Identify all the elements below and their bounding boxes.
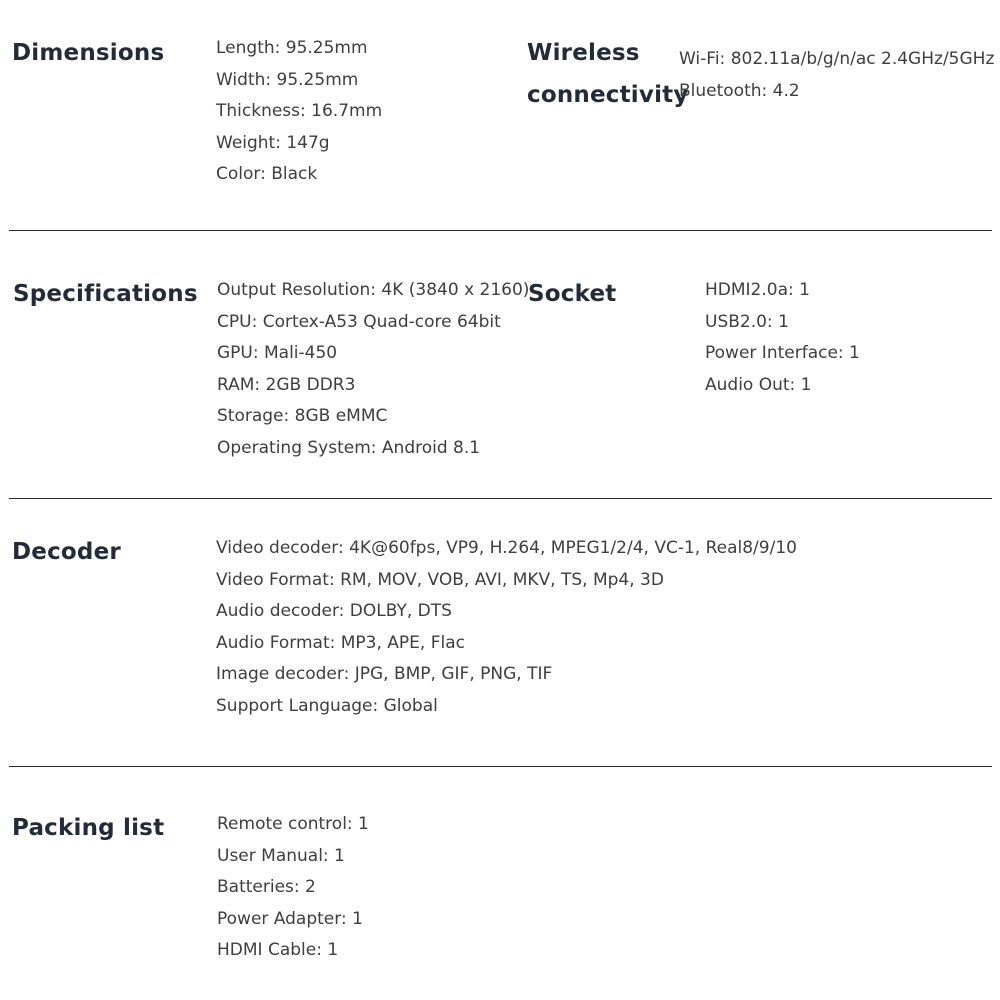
list-item: CPU: Cortex-A53 Quad-core 64bit <box>217 311 501 332</box>
list-item: User Manual: 1 <box>217 845 345 866</box>
decoder-list <box>216 533 797 723</box>
list-item: Length: 95.25mm <box>216 38 368 58</box>
list-item: Audio decoder: DOLBY, DTS <box>216 601 452 622</box>
socket-list <box>705 275 860 401</box>
specifications-heading: Specifications <box>13 281 198 307</box>
list-item: HDMI Cable: 1 <box>217 940 339 961</box>
section-divider <box>9 766 992 767</box>
list-item: Support Language: Global <box>216 695 438 716</box>
section-divider <box>9 230 992 231</box>
socket-heading: Socket <box>528 281 617 307</box>
list-item: Weight: 147g <box>216 132 330 153</box>
list-item: Output Resolution: 4K (3840 x 2160) <box>217 280 530 300</box>
dimensions-heading: Dimensions <box>12 40 165 66</box>
list-item: USB2.0: 1 <box>705 311 789 332</box>
list-item: Power Adapter: 1 <box>217 908 363 929</box>
list-item: Batteries: 2 <box>217 877 316 898</box>
list-item: Video decoder: 4K@60fps, VP9, H.264, MPEG1/2/4, VC-1, Real8/9/10 <box>216 538 797 558</box>
specifications-list <box>217 275 529 465</box>
wireless-heading <box>527 32 689 116</box>
list-item: Wi-Fi: 802.11a/b/g/n/ac 2.4GHz/5GHz <box>679 49 995 69</box>
wireless-heading-line2: connectivity <box>527 82 689 108</box>
list-item: Thickness: 16.7mm <box>216 101 383 122</box>
list-item: Operating System: Android 8.1 <box>217 437 481 458</box>
list-item: HDMI2.0a: 1 <box>705 280 810 300</box>
list-item: Color: Black <box>216 164 318 185</box>
packing-list <box>217 809 369 967</box>
decoder-heading: Decoder <box>12 539 121 565</box>
list-item: Image decoder: JPG, BMP, GIF, PNG, TIF <box>216 664 553 685</box>
dimensions-list <box>216 33 382 191</box>
list-item: Bluetooth: 4.2 <box>679 80 800 101</box>
section-divider <box>9 498 992 499</box>
list-item: Power Interface: 1 <box>705 343 860 364</box>
wireless-heading-line1: Wireless <box>527 40 640 66</box>
list-item: Video Format: RM, MOV, VOB, AVI, MKV, TS, Mp4, 3D <box>216 569 664 590</box>
list-item: Remote control: 1 <box>217 814 369 834</box>
list-item: Audio Format: MP3, APE, Flac <box>216 632 465 653</box>
wireless-list <box>679 44 994 107</box>
list-item: RAM: 2GB DDR3 <box>217 374 356 395</box>
list-item: Width: 95.25mm <box>216 69 359 90</box>
list-item: Storage: 8GB eMMC <box>217 406 388 427</box>
list-item: Audio Out: 1 <box>705 374 812 395</box>
list-item: GPU: Mali-450 <box>217 343 338 364</box>
packing-list-heading: Packing list <box>12 815 165 841</box>
